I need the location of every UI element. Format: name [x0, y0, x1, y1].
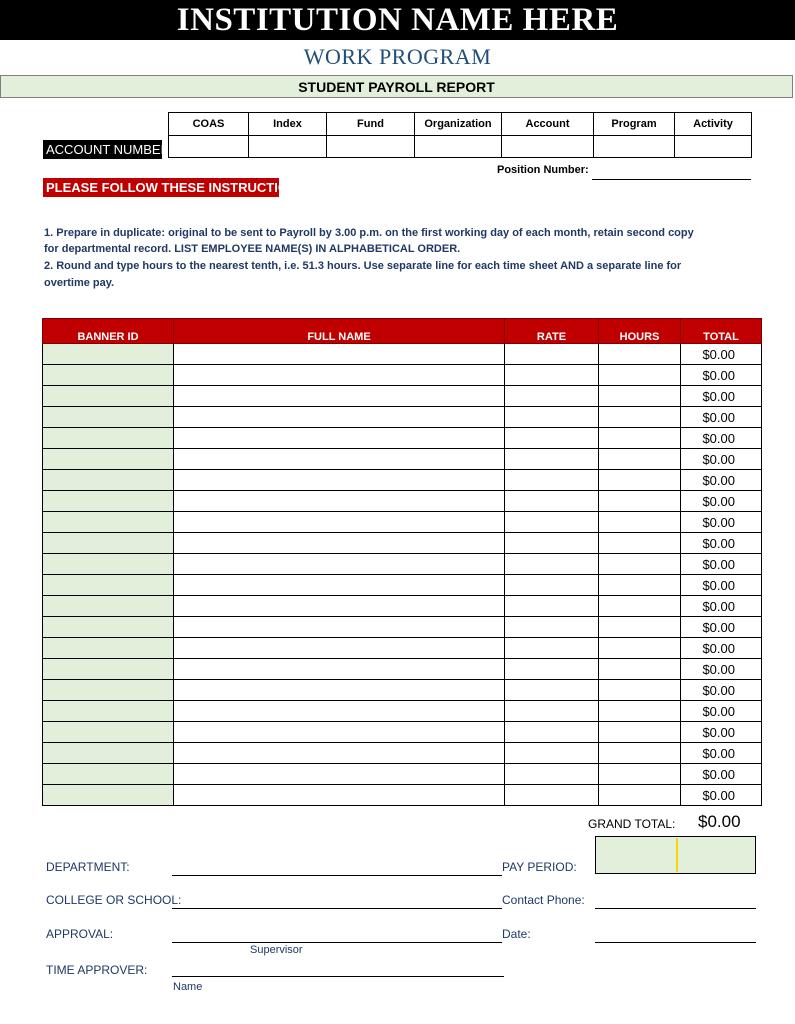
- banner-id-cell[interactable]: [43, 491, 174, 512]
- rate-cell[interactable]: [505, 365, 599, 386]
- total-cell: $0.00: [681, 512, 762, 533]
- rate-cell[interactable]: [505, 533, 599, 554]
- hours-cell[interactable]: [599, 680, 681, 701]
- table-row: [43, 344, 762, 365]
- rate-cell[interactable]: [505, 512, 599, 533]
- full-name-cell[interactable]: [174, 512, 505, 533]
- total-cell: $0.00: [681, 785, 762, 806]
- organization-field[interactable]: [415, 136, 502, 158]
- grand-total-value: $0.00: [698, 812, 741, 831]
- banner-id-cell[interactable]: [43, 386, 174, 407]
- full-name-cell[interactable]: [174, 743, 505, 764]
- banner-id-cell[interactable]: [43, 701, 174, 722]
- contact-phone-field[interactable]: [595, 908, 756, 909]
- banner-id-cell[interactable]: [43, 344, 174, 365]
- total-cell: $0.00: [681, 344, 762, 365]
- full-name-cell[interactable]: [174, 344, 505, 365]
- rate-header: RATE: [505, 319, 599, 344]
- account-number-table: [168, 112, 752, 158]
- rate-cell[interactable]: [505, 617, 599, 638]
- hours-cell[interactable]: [599, 596, 681, 617]
- full-name-cell[interactable]: [174, 785, 505, 806]
- table-row: [43, 470, 762, 491]
- table-row: [43, 407, 762, 428]
- banner-id-cell[interactable]: [43, 617, 174, 638]
- rate-cell[interactable]: [505, 764, 599, 785]
- rate-cell[interactable]: [505, 659, 599, 680]
- hours-cell[interactable]: [599, 722, 681, 743]
- table-row: [43, 764, 762, 785]
- banner-id-cell[interactable]: [43, 575, 174, 596]
- instruction-line-3: 2. Round and type hours to the nearest tenth, i.e. 51.3 hours. Use separate line for each time sheet AND a separate line for: [44, 260, 682, 272]
- total-cell: $0.00: [681, 638, 762, 659]
- hours-cell[interactable]: [599, 428, 681, 449]
- department-label: DEPARTMENT:: [46, 860, 130, 874]
- account-number-label: ACCOUNT NUMBER:: [43, 140, 162, 159]
- activity-field[interactable]: [675, 136, 752, 158]
- position-number-field[interactable]: [592, 179, 751, 180]
- hours-cell[interactable]: [599, 449, 681, 470]
- table-row: [43, 428, 762, 449]
- coas-header: COAS: [169, 113, 249, 136]
- hours-cell[interactable]: [599, 638, 681, 659]
- rate-cell[interactable]: [505, 596, 599, 617]
- total-cell: $0.00: [681, 659, 762, 680]
- full-name-cell[interactable]: [174, 533, 505, 554]
- total-cell: $0.00: [681, 680, 762, 701]
- hours-cell[interactable]: [599, 764, 681, 785]
- college-label: COLLEGE OR SCHOOL:: [46, 893, 182, 907]
- full-name-cell[interactable]: [174, 638, 505, 659]
- time-approver-label: TIME APPROVER:: [46, 963, 148, 977]
- banner-id-cell[interactable]: [43, 596, 174, 617]
- full-name-cell[interactable]: [174, 596, 505, 617]
- hours-cell[interactable]: [599, 533, 681, 554]
- rate-cell[interactable]: [505, 344, 599, 365]
- table-row: [43, 617, 762, 638]
- table-row: [43, 386, 762, 407]
- table-row: [43, 701, 762, 722]
- total-cell: $0.00: [681, 491, 762, 512]
- rate-cell[interactable]: [505, 575, 599, 596]
- full-name-cell[interactable]: [174, 449, 505, 470]
- banner-id-cell[interactable]: [43, 449, 174, 470]
- table-row: [43, 722, 762, 743]
- name-caption: Name: [173, 981, 203, 993]
- table-row: [43, 365, 762, 386]
- payroll-table: [42, 318, 762, 806]
- grand-total-label: GRAND TOTAL:: [588, 817, 676, 831]
- hours-cell[interactable]: [599, 785, 681, 806]
- banner-id-cell[interactable]: [43, 638, 174, 659]
- instructions-heading: PLEASE FOLLOW THESE INSTRUCTIONS:: [43, 178, 279, 197]
- contact-phone-label: Contact Phone:: [502, 893, 585, 907]
- activity-header: Activity: [675, 113, 752, 136]
- banner-id-header: BANNER ID: [43, 319, 174, 344]
- rate-cell[interactable]: [505, 386, 599, 407]
- total-cell: $0.00: [681, 743, 762, 764]
- total-cell: $0.00: [681, 554, 762, 575]
- total-cell: $0.00: [681, 365, 762, 386]
- full-name-cell[interactable]: [174, 365, 505, 386]
- full-name-cell[interactable]: [174, 701, 505, 722]
- hours-cell[interactable]: [599, 407, 681, 428]
- hours-cell[interactable]: [599, 617, 681, 638]
- banner-id-cell[interactable]: [43, 470, 174, 491]
- rate-cell[interactable]: [505, 638, 599, 659]
- full-name-cell[interactable]: [174, 554, 505, 575]
- hours-cell[interactable]: [599, 365, 681, 386]
- fund-header: Fund: [327, 113, 415, 136]
- hours-cell[interactable]: [599, 386, 681, 407]
- total-cell: $0.00: [681, 701, 762, 722]
- rate-cell[interactable]: [505, 407, 599, 428]
- full-name-cell[interactable]: [174, 575, 505, 596]
- hours-cell[interactable]: [599, 470, 681, 491]
- banner-id-cell[interactable]: [43, 407, 174, 428]
- rate-cell[interactable]: [505, 470, 599, 491]
- account-header: Account: [502, 113, 594, 136]
- account-field[interactable]: [502, 136, 594, 158]
- rate-cell[interactable]: [505, 722, 599, 743]
- index-header: Index: [249, 113, 327, 136]
- report-title: STUDENT PAYROLL REPORT: [0, 75, 793, 98]
- program-header: Program: [594, 113, 675, 136]
- banner-id-cell[interactable]: [43, 659, 174, 680]
- banner-id-cell[interactable]: [43, 533, 174, 554]
- department-field[interactable]: [172, 875, 502, 876]
- full-name-cell[interactable]: [174, 659, 505, 680]
- hours-cell[interactable]: [599, 743, 681, 764]
- full-name-cell[interactable]: [174, 680, 505, 701]
- supervisor-caption: Supervisor: [250, 944, 303, 956]
- full-name-header: FULL NAME: [174, 319, 505, 344]
- hours-header: HOURS: [599, 319, 681, 344]
- full-name-cell[interactable]: [174, 407, 505, 428]
- pay-period-divider: [676, 838, 678, 872]
- total-cell: $0.00: [681, 449, 762, 470]
- instruction-line-1: 1. Prepare in duplicate: original to be sent to Payroll by 3.00 p.m. on the first working day of each month, retain second copy: [44, 227, 694, 239]
- full-name-cell[interactable]: [174, 764, 505, 785]
- total-cell: $0.00: [681, 428, 762, 449]
- total-cell: $0.00: [681, 596, 762, 617]
- instruction-line-4: overtime pay.: [44, 277, 115, 289]
- total-cell: $0.00: [681, 386, 762, 407]
- rate-cell[interactable]: [505, 449, 599, 470]
- organization-header: Organization: [415, 113, 502, 136]
- banner-id-cell[interactable]: [43, 764, 174, 785]
- table-row: [43, 575, 762, 596]
- banner-id-cell[interactable]: [43, 680, 174, 701]
- total-cell: $0.00: [681, 722, 762, 743]
- banner-id-cell[interactable]: [43, 743, 174, 764]
- full-name-cell[interactable]: [174, 386, 505, 407]
- program-field[interactable]: [594, 136, 675, 158]
- time-approver-field[interactable]: [172, 976, 504, 977]
- total-cell: $0.00: [681, 533, 762, 554]
- hours-cell[interactable]: [599, 512, 681, 533]
- hours-cell[interactable]: [599, 659, 681, 680]
- total-cell: $0.00: [681, 407, 762, 428]
- table-row: [43, 512, 762, 533]
- table-row: [43, 596, 762, 617]
- hours-cell[interactable]: [599, 575, 681, 596]
- banner-id-cell[interactable]: [43, 512, 174, 533]
- banner-id-cell[interactable]: [43, 365, 174, 386]
- full-name-cell[interactable]: [174, 491, 505, 512]
- hours-cell[interactable]: [599, 344, 681, 365]
- fund-field[interactable]: [327, 136, 415, 158]
- table-row: [43, 449, 762, 470]
- banner-id-cell[interactable]: [43, 722, 174, 743]
- total-cell: $0.00: [681, 470, 762, 491]
- hours-cell[interactable]: [599, 554, 681, 575]
- rate-cell[interactable]: [505, 680, 599, 701]
- date-label: Date:: [502, 927, 531, 941]
- pay-period-label: PAY PERIOD:: [502, 860, 577, 874]
- index-field[interactable]: [249, 136, 327, 158]
- hours-cell[interactable]: [599, 701, 681, 722]
- banner-id-cell[interactable]: [43, 554, 174, 575]
- full-name-cell[interactable]: [174, 722, 505, 743]
- college-field[interactable]: [172, 908, 502, 909]
- full-name-cell[interactable]: [174, 428, 505, 449]
- total-cell: $0.00: [681, 575, 762, 596]
- approval-field[interactable]: [172, 942, 502, 943]
- program-title: WORK PROGRAM: [303, 44, 492, 69]
- table-row: [43, 659, 762, 680]
- hours-cell[interactable]: [599, 491, 681, 512]
- position-number-label: Position Number:: [497, 164, 589, 176]
- table-row: [43, 743, 762, 764]
- table-row: [43, 554, 762, 575]
- rate-cell[interactable]: [505, 554, 599, 575]
- date-field[interactable]: [595, 942, 756, 943]
- rate-cell[interactable]: [505, 491, 599, 512]
- table-row: [43, 638, 762, 659]
- instruction-line-2: for departmental record. LIST EMPLOYEE NAME(S) IN ALPHABETICAL ORDER.: [44, 243, 461, 255]
- rate-cell[interactable]: [505, 428, 599, 449]
- full-name-cell[interactable]: [174, 470, 505, 491]
- coas-field[interactable]: [169, 136, 249, 158]
- total-cell: $0.00: [681, 617, 762, 638]
- full-name-cell[interactable]: [174, 617, 505, 638]
- rate-cell[interactable]: [505, 743, 599, 764]
- table-row: [43, 533, 762, 554]
- table-row: [43, 785, 762, 806]
- table-row: [43, 680, 762, 701]
- table-row: [43, 491, 762, 512]
- rate-cell[interactable]: [505, 701, 599, 722]
- rate-cell[interactable]: [505, 785, 599, 806]
- total-header: TOTAL: [681, 319, 762, 344]
- banner-id-cell[interactable]: [43, 785, 174, 806]
- approval-label: APPROVAL:: [46, 927, 114, 941]
- total-cell: $0.00: [681, 764, 762, 785]
- institution-name: INSTITUTION NAME HERE: [0, 0, 795, 40]
- banner-id-cell[interactable]: [43, 428, 174, 449]
